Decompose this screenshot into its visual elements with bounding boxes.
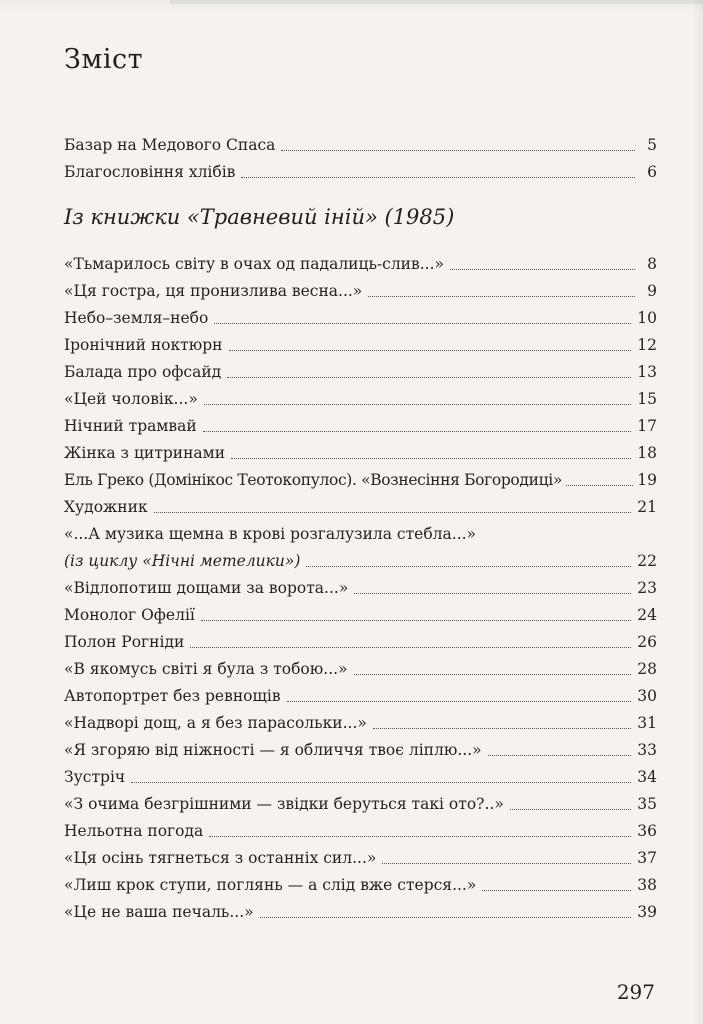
dot-leader bbox=[566, 484, 633, 486]
entry-page: 36 bbox=[637, 822, 657, 840]
toc-entry bbox=[64, 633, 657, 657]
page-title: Зміст bbox=[64, 44, 144, 75]
entry-title: Полон Рогніди bbox=[64, 633, 185, 651]
toc-entry bbox=[64, 525, 657, 549]
entry-page: 8 bbox=[647, 255, 657, 273]
toc-entry bbox=[64, 687, 657, 711]
toc-entry bbox=[64, 849, 657, 873]
dot-leader bbox=[482, 889, 631, 891]
entry-title: Художник bbox=[64, 498, 148, 516]
entry-title: «Тьмарилось світу в очах од падалиць-слив...» bbox=[64, 255, 444, 273]
toc-entry bbox=[64, 606, 657, 630]
toc-entry bbox=[64, 903, 657, 927]
entry-page: 33 bbox=[637, 741, 657, 759]
dot-leader bbox=[227, 376, 631, 378]
dot-leader bbox=[281, 149, 635, 151]
dot-leader bbox=[131, 781, 631, 783]
entry-title: Іронічний ноктюрн bbox=[64, 336, 223, 354]
entry-title: «Ця осінь тягнеться з останніх сил...» bbox=[64, 849, 377, 867]
toc-entry bbox=[64, 282, 657, 306]
dot-leader bbox=[204, 403, 631, 405]
entry-title: «Надворі дощ, а я без парасольки...» bbox=[64, 714, 367, 732]
toc-entry bbox=[64, 822, 657, 846]
toc-entry bbox=[64, 163, 657, 187]
entry-page: 34 bbox=[637, 768, 657, 786]
entry-title: «...А музика щемна в крові розгалузила стебла...» bbox=[64, 525, 477, 543]
toc-entry bbox=[64, 417, 657, 441]
toc-entry bbox=[64, 471, 657, 495]
entry-page: 28 bbox=[637, 660, 657, 678]
entry-page: 6 bbox=[647, 163, 657, 181]
dot-leader bbox=[373, 727, 631, 729]
entry-title: Ель Греко (Домінікос Теотокопулос). «Вознесіння Богородиці» bbox=[64, 471, 562, 489]
entry-page: 24 bbox=[637, 606, 657, 624]
dot-leader bbox=[488, 754, 632, 756]
entry-page: 5 bbox=[647, 136, 657, 154]
toc-entry bbox=[64, 714, 657, 738]
dot-leader bbox=[382, 862, 631, 864]
entry-title: Благословіння хлібів bbox=[64, 163, 236, 181]
entry-title: «В якомусь світі я була з тобою...» bbox=[64, 660, 348, 678]
dot-leader bbox=[354, 673, 632, 675]
toc-entry bbox=[64, 309, 657, 333]
entry-page: 35 bbox=[637, 795, 657, 813]
dot-leader bbox=[510, 808, 631, 810]
dot-leader bbox=[450, 268, 635, 270]
toc-entry bbox=[64, 363, 657, 387]
dot-leader bbox=[229, 349, 632, 351]
dot-leader bbox=[287, 700, 632, 702]
toc-entry bbox=[64, 579, 657, 603]
entry-page: 15 bbox=[637, 390, 657, 408]
entry-title: Зустріч bbox=[64, 768, 126, 786]
entry-page: 12 bbox=[637, 336, 657, 354]
dot-leader bbox=[354, 592, 631, 594]
entry-title: Нічний трамвай bbox=[64, 417, 197, 435]
entry-page: 22 bbox=[637, 552, 657, 570]
page-top-shadow bbox=[170, 0, 703, 4]
entry-page: 26 bbox=[637, 633, 657, 651]
entry-page: 38 bbox=[637, 876, 657, 894]
entry-title: Нельотна погода bbox=[64, 822, 204, 840]
entry-page: 31 bbox=[637, 714, 657, 732]
dot-leader bbox=[368, 295, 635, 297]
toc-entry bbox=[64, 768, 657, 792]
toc-entry bbox=[64, 498, 657, 522]
dot-leader bbox=[214, 322, 631, 324]
dot-leader bbox=[154, 511, 632, 513]
entry-page: 21 bbox=[637, 498, 657, 516]
entry-title: «Цей чоловік...» bbox=[64, 390, 198, 408]
entry-title: «З очима безгрішними — звідки беруться такі ото?..» bbox=[64, 795, 504, 813]
entry-title: «Ця гостра, ця пронизлива весна...» bbox=[64, 282, 363, 300]
entry-page: 39 bbox=[637, 903, 657, 921]
toc-entry bbox=[64, 876, 657, 900]
entry-title: «Це не ваша печаль...» bbox=[64, 903, 254, 921]
entry-page: 18 bbox=[637, 444, 657, 462]
entry-page: 19 bbox=[637, 471, 657, 489]
entry-title: Автопортрет без ревнощів bbox=[64, 687, 281, 705]
dot-leader bbox=[306, 565, 631, 567]
entry-page: 9 bbox=[647, 282, 657, 300]
dot-leader bbox=[201, 619, 631, 621]
entry-page: 37 bbox=[637, 849, 657, 867]
dot-leader bbox=[209, 835, 631, 837]
entry-page: 13 bbox=[637, 363, 657, 381]
toc-entry bbox=[64, 444, 657, 468]
entry-title: Базар на Медового Спаса bbox=[64, 136, 276, 154]
entry-title: «Я згоряю від ніжності — я обличчя твоє ліплю...» bbox=[64, 741, 482, 759]
entry-title: Жінка з цитринами bbox=[64, 444, 226, 462]
entry-title: Монолог Офелії bbox=[64, 606, 195, 624]
section-heading: Із книжки «Травневий іній» (1985) bbox=[64, 205, 455, 229]
entry-page: 30 bbox=[637, 687, 657, 705]
toc-entry bbox=[64, 660, 657, 684]
toc-entry bbox=[64, 795, 657, 819]
toc-entry bbox=[64, 136, 657, 160]
entry-page: 10 bbox=[637, 309, 657, 327]
entry-title: «Лиш крок ступи, поглянь — а слід вже стерся...» bbox=[64, 876, 477, 894]
dot-leader bbox=[231, 457, 631, 459]
entry-title: (із циклу «Нічні метелики») bbox=[64, 552, 301, 570]
entry-page: 17 bbox=[637, 417, 657, 435]
entry-title: «Відлопотиш дощами за ворота...» bbox=[64, 579, 349, 597]
dot-leader bbox=[203, 430, 632, 432]
dot-leader bbox=[260, 916, 632, 918]
toc-entry bbox=[64, 552, 657, 576]
toc-entry bbox=[64, 336, 657, 360]
entry-title: Небо–земля–небо bbox=[64, 309, 209, 327]
dot-leader bbox=[190, 646, 631, 648]
page-number: 297 bbox=[616, 980, 655, 1004]
entry-title: Балада про офсайд bbox=[64, 363, 222, 381]
entry-page: 23 bbox=[637, 579, 657, 597]
toc-entry bbox=[64, 255, 657, 279]
toc-entry bbox=[64, 741, 657, 765]
toc-entry bbox=[64, 390, 657, 414]
dot-leader bbox=[241, 176, 635, 178]
